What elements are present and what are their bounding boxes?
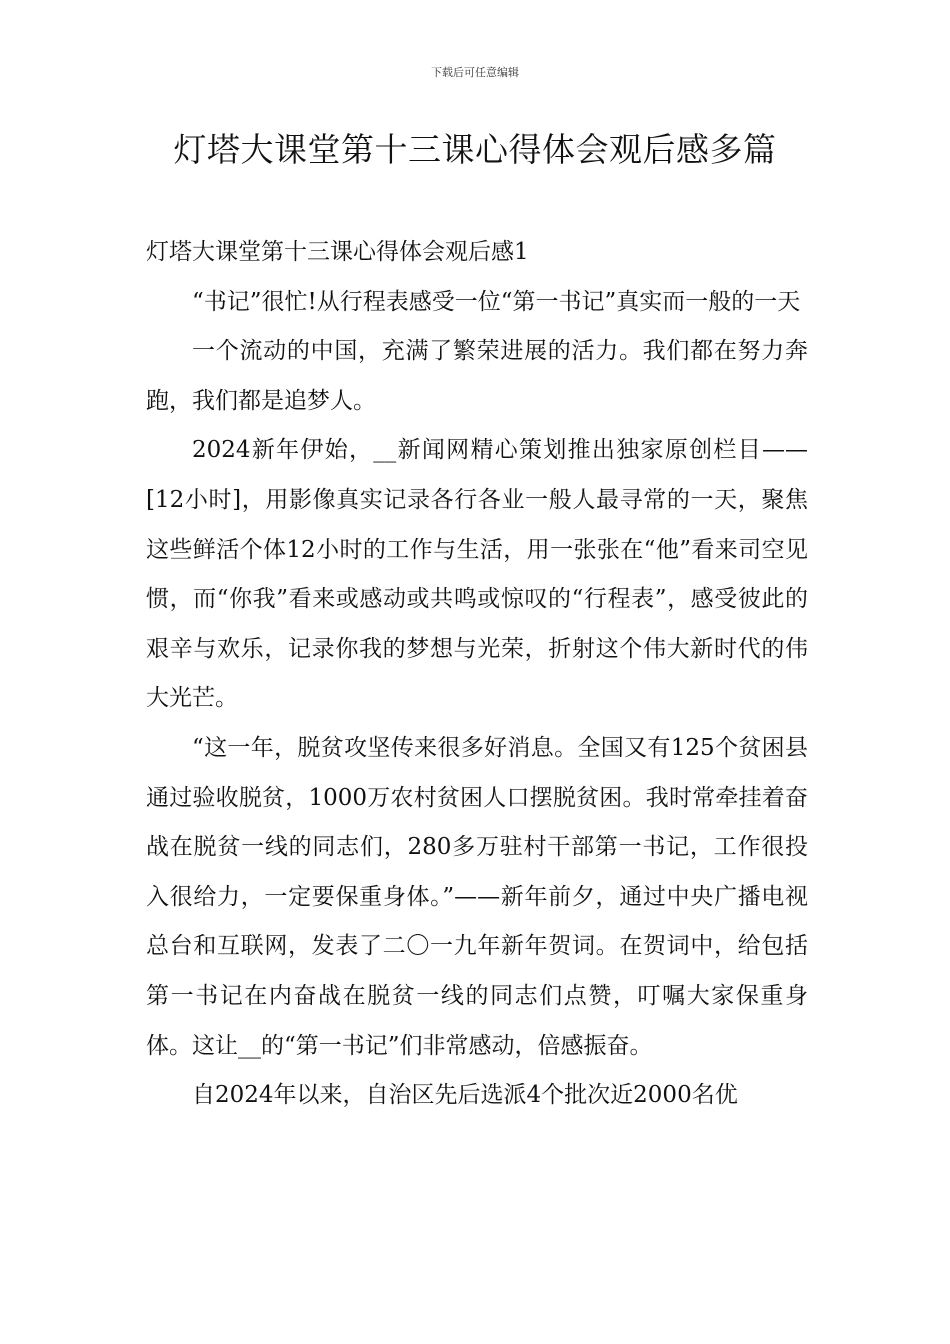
- paragraph-1: “书记”很忙!从行程表感受一位“第一书记”真实而一般的一天: [192, 288, 801, 315]
- section-heading: 灯塔大课堂第十三课心得体会观后感1: [146, 239, 529, 265]
- header-note: 下载后可任意编辑: [431, 66, 519, 79]
- paragraph-5: 自2024年以来，自治区先后选派4个批次近2000名优: [192, 1082, 738, 1109]
- paragraph-3: 2024新年伊始，__新闻网精心策划推出独家原创栏目——[12小时]，用影像真实记录各行各业一般人最寻常的一天，聚焦这些鲜活个体12小时的工作与生活，用一张张在“他”看来司空见惯，而“你我”看来或感动或共鸣或惊叹的“行程表”，感受彼此的艰辛与欢乐，记录你我的梦想与光荣，折射这个伟大新时代的伟大光芒。: [146, 437, 808, 712]
- paragraph-4: “这一年，脱贫攻坚传来很多好消息。全国又有125个贫困县通过验收脱贫，1000万农村贫困人口摆脱贫困。我时常牵挂着奋战在脱贫一线的同志们，280多万驻村干部第一书记，工作很投入很给力，一定要保重身体。”——新年前夕，通过中央广播电视总台和互联网，发表了二〇一九年新年贺词。在贺词中，给包括第一书记在内奋战在脱贫一线的同志们点赞，叮嘱大家保重身体。这让__的“第一书记”们非常感动，倍感振奋。: [146, 734, 808, 1059]
- paragraph-2: 一个流动的中国，充满了繁荣进展的活力。我们都在努力奔跑，我们都是追梦人。: [146, 338, 808, 414]
- document-title: 灯塔大课堂第十三课心得体会观后感多篇: [173, 130, 777, 169]
- document-body: [146, 228, 808, 1121]
